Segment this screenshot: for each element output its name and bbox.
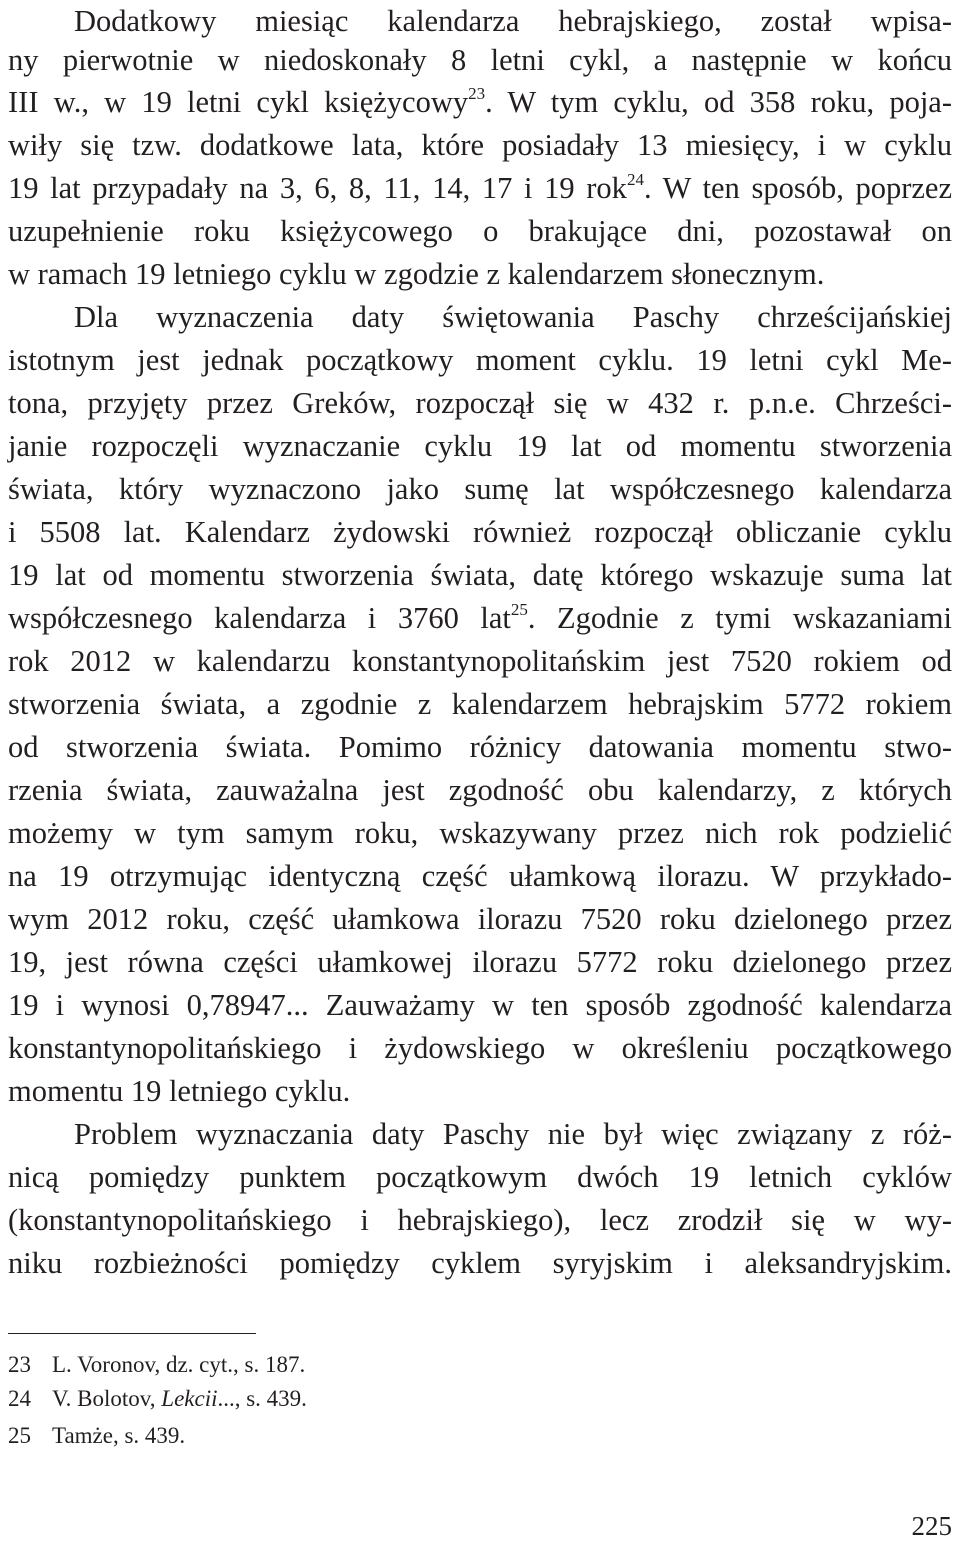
text-line: janie rozpoczęli wyznaczanie cyklu 19 lat od momentu stworzenia — [8, 429, 952, 463]
footnote-ref: 24 — [626, 169, 644, 189]
text-line: rzenia świata, zauważalna jest zgodność obu kalendarzy, z których — [8, 773, 952, 807]
page-number: 225 — [911, 1511, 952, 1541]
text-line: Dla wyznaczenia daty świętowania Paschy chrześcijańskiej — [74, 300, 952, 334]
footnote-25: 25 Tamże, s. 439. — [8, 1421, 185, 1451]
text-line: tona, przyjęty przez Greków, rozpoczął się w 432 r. p.n.e. Chrześci- — [8, 386, 952, 420]
text-line: 19, jest równa części ułamkowej ilorazu 5772 roku dzielonego przez — [8, 945, 952, 979]
text-line: rok 2012 w kalendarzu konstantynopolitańskim jest 7520 rokiem od — [8, 644, 952, 678]
text-line — [8, 0, 952, 43]
text-line: w ramach 19 letniego cyklu w zgodzie z kalendarzem słonecznym. — [8, 257, 825, 291]
text-line: ny pierwotnie w niedoskonały 8 letni cykl, a następnie w końcu — [8, 43, 952, 77]
footnote-ref: 25 — [510, 599, 528, 619]
text-line: świata, który wyznaczono jako sumę lat współczesnego kalendarza — [8, 472, 952, 506]
text-line: Problem wyznaczania daty Paschy nie był więc związany z róż- — [74, 1117, 952, 1151]
text-line: wym 2012 roku, część ułamkowa ilorazu 7520 roku dzielonego przez — [8, 902, 952, 936]
text-line: konstantynopolitańskiego i żydowskiego w określeniu początkowego — [8, 1031, 952, 1065]
footnote-number: 25 — [8, 1423, 31, 1448]
text-line: od stworzenia świata. Pomimo różnicy datowania momentu stwo- — [8, 730, 952, 764]
text-line: (konstantynopolitańskiego i hebrajskiego), lecz zrodził się w wy- — [8, 1203, 952, 1237]
text-line: III w., w 19 letni cykl księżycowy$^{23}$. W tym cyklu, od 358 roku, poja- — [8, 83, 952, 119]
text-line: współczesnego kalendarza i 3760 lat$^{25}$. Zgodnie z tymi wskazaniami — [8, 599, 952, 635]
text-line: 19 lat przypadały na 3, 6, 8, 11, 14, 17 i 19 rok$^{24}$. W ten sposób, poprzez — [8, 169, 952, 205]
text-line: uzupełnienie roku księżycowego o brakujące dni, pozostawał on — [8, 214, 952, 248]
text-line: i 5508 lat. Kalendarz żydowski również rozpoczął obliczanie cyklu — [8, 515, 952, 549]
text-line: na 19 otrzymując identyczną część ułamkową ilorazu. W przykłado- — [8, 859, 952, 893]
text-line: możemy w tym samym roku, wskazywany przez nich rok podzielić — [8, 816, 952, 850]
footnote-24: 24 V. Bolotov, Lekcii..., s. 439. — [8, 1384, 307, 1414]
text-line: nicą pomiędzy punktem początkowym dwóch 19 letnich cyklów — [8, 1160, 952, 1194]
footnote-ref: 23 — [468, 83, 486, 103]
footnote-23: 23 L. Voronov, dz. cyt., s. 187. — [8, 1350, 305, 1380]
footnote-divider — [8, 1333, 256, 1334]
text-line: 19 i wynosi 0,78947... Zauważamy w ten sposób zgodność kalendarza — [8, 988, 952, 1022]
text-line: 19 lat od momentu stworzenia świata, datę którego wskazuje suma lat — [8, 558, 952, 592]
text-line: wiły się tzw. dodatkowe lata, które posiadały 13 miesięcy, i w cyklu — [8, 128, 952, 162]
text-line: istotnym jest jednak początkowy moment cyklu. 19 letni cykl Me- — [8, 343, 952, 377]
text-span: Dodatkowy miesiąc kalendarza hebrajskiego, został wpisa- — [74, 4, 952, 38]
footnote-number: 23 — [8, 1352, 31, 1377]
footnote-number: 24 — [8, 1386, 31, 1411]
text-line: stworzenia świata, a zgodnie z kalendarzem hebrajskim 5772 rokiem — [8, 687, 952, 721]
text-line: momentu 19 letniego cyklu. — [8, 1074, 351, 1108]
text-line: niku rozbieżności pomiędzy cyklem syryjskim i aleksandryjskim. — [8, 1246, 952, 1280]
